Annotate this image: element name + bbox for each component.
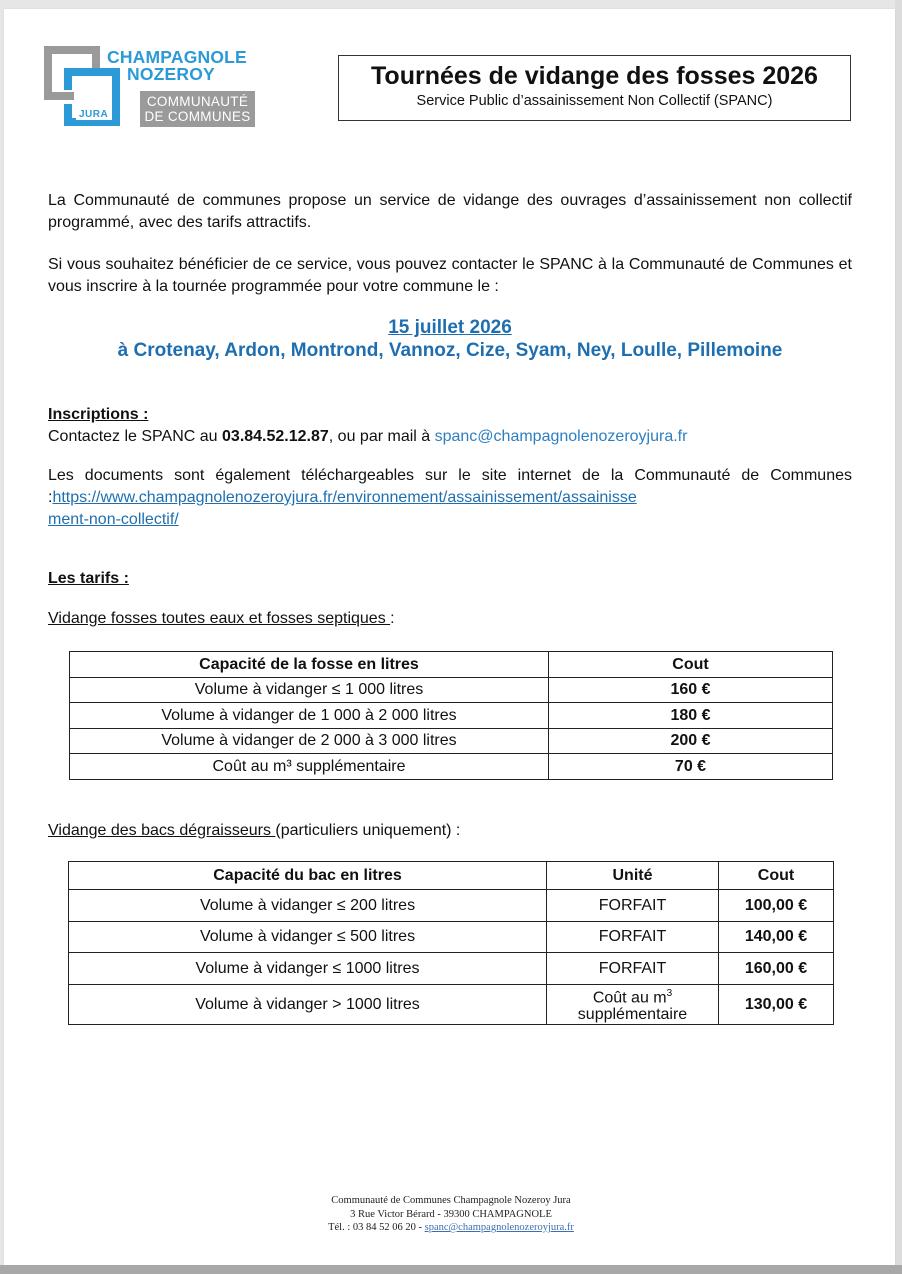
footer-contact <box>0 1221 902 1235</box>
price-cell: 100,00 € <box>719 890 834 922</box>
capacity-cell: Volume à vidanger ≤ 1 000 litres <box>70 677 549 703</box>
bacs-title <box>48 820 852 842</box>
column-header: Unité <box>547 862 719 890</box>
tour-date <box>48 316 852 340</box>
capacity-cell: Volume à vidanger ≤ 1000 litres <box>69 953 547 985</box>
contact-line <box>48 426 852 448</box>
price-cell: 160 € <box>549 677 833 703</box>
inscriptions-section <box>48 404 852 448</box>
footer-address: 3 Rue Victor Bérard - 39300 CHAMPAGNOLE <box>350 1208 552 1220</box>
price-cell: 200 € <box>549 728 833 754</box>
logo <box>44 46 258 128</box>
logo-sub-line2: DE COMMUNES <box>144 109 251 124</box>
documents-paragraph <box>48 465 852 531</box>
contact-mid: , ou par mail à <box>328 428 435 445</box>
price-cell: 160,00 € <box>719 953 834 985</box>
footer-email-link[interactable]: spanc@champagnolenozeroyjura.fr <box>424 1222 574 1233</box>
unit-cell: FORFAIT <box>547 890 719 922</box>
table-row <box>69 953 834 985</box>
logo-name-line2: NOZEROY <box>127 64 215 84</box>
tarifs-heading-text: Les tarifs : <box>48 570 129 587</box>
intro-paragraph-1: La Communauté de communes propose un service de vidange des ouvrages d’assainissement non collectif programmé, avec des tarifs attractifs. <box>48 192 852 231</box>
fosses-title-text: Vidange fosses toutes eaux et fosses septiques <box>48 610 391 627</box>
table-row <box>70 754 833 780</box>
capacity-cell: Volume à vidanger > 1000 litres <box>69 984 547 1024</box>
table-header-row <box>70 652 833 678</box>
tour-date-text: 15 juillet 2026 <box>388 317 512 338</box>
unit-text-line2: supplémentaire <box>577 1006 688 1024</box>
capacity-cell: Coût au m³ supplémentaire <box>70 754 549 780</box>
page-title: Tournées de vidange des fosses 2026 <box>371 62 818 90</box>
price-cell: 70 € <box>549 754 833 780</box>
capacity-cell: Volume à vidanger ≤ 500 litres <box>69 921 547 953</box>
tarifs-heading <box>48 568 852 590</box>
contact-prefix: Contactez le SPANC au <box>48 428 223 445</box>
bacs-title-suffix: (particuliers uniquement) : <box>275 822 461 839</box>
price-cell: 140,00 € <box>719 921 834 953</box>
price-cell: 180 € <box>549 703 833 729</box>
documents-text: Les documents sont également téléchargeables sur le site internet de la Communauté de Communes : <box>48 467 852 506</box>
website-link-part1: https://www.champagnolenozeroyjura.fr/environnement/assainissement/assainisse <box>52 489 637 506</box>
fosses-title <box>48 608 852 630</box>
table-row <box>70 677 833 703</box>
unit-cell: FORFAIT <box>547 921 719 953</box>
column-header: Cout <box>719 862 834 890</box>
unit-cell <box>547 984 719 1024</box>
logo-name <box>107 49 247 83</box>
intro-paragraph-2: Si vous souhaitez bénéficier de ce service, vous pouvez contacter le SPANC à la Communauté de Communes et vous inscrire à la tournée programmée pour votre commune le : <box>48 256 852 295</box>
table-row <box>70 703 833 729</box>
capacity-cell: Volume à vidanger ≤ 200 litres <box>69 890 547 922</box>
capacity-cell: Volume à vidanger de 2 000 à 3 000 litres <box>70 728 549 754</box>
logo-sub-line1: COMMUNAUTÉ <box>146 94 249 109</box>
column-header: Cout <box>549 652 833 678</box>
logo-badge: JURA <box>79 109 109 120</box>
unit-cell: FORFAIT <box>547 953 719 985</box>
logo-name-line1: CHAMPAGNOLE <box>107 47 247 67</box>
unit-superscript: 3 <box>666 987 673 999</box>
bacs-price-table <box>68 861 834 1025</box>
table-row <box>70 728 833 754</box>
table-row <box>69 890 834 922</box>
column-header: Capacité du bac en litres <box>69 862 547 890</box>
bacs-title-text: Vidange des bacs dégraisseurs <box>48 822 276 839</box>
website-link-part2: ment-non-collectif/ <box>48 511 179 528</box>
table-header-row <box>69 862 834 890</box>
page-subtitle: Service Public d’assainissement Non Collectif (SPANC) <box>416 93 773 109</box>
viewer-right-edge <box>895 0 902 1265</box>
footer-org: Communauté de Communes Champagnole Nozeroy Jura <box>331 1195 571 1206</box>
tour-communes: à Crotenay, Ardon, Montrond, Vannoz, Cize, Syam, Ney, Loulle, Pillemoine <box>117 340 783 361</box>
logo-subtitle <box>140 91 255 127</box>
table-row <box>69 984 834 1024</box>
title-box <box>338 55 851 121</box>
unit-text: Coût au m <box>592 989 667 1007</box>
column-header: Capacité de la fosse en litres <box>70 652 549 678</box>
viewer-bottom-edge <box>0 1265 902 1274</box>
price-cell: 130,00 € <box>719 984 834 1024</box>
footer-tel: Tél. : 03 84 52 06 20 - <box>328 1222 425 1233</box>
table-row <box>69 921 834 953</box>
fosses-title-suffix: : <box>390 610 395 627</box>
email-link[interactable]: spanc@champagnolenozeroyjura.fr <box>434 428 688 445</box>
phone-number: 03.84.52.12.87 <box>222 428 329 445</box>
website-link[interactable] <box>48 489 637 528</box>
capacity-cell: Volume à vidanger de 1 000 à 2 000 litres <box>70 703 549 729</box>
fosses-price-table <box>69 651 833 780</box>
page-footer <box>0 1194 902 1235</box>
inscriptions-heading: Inscriptions : <box>48 406 149 423</box>
